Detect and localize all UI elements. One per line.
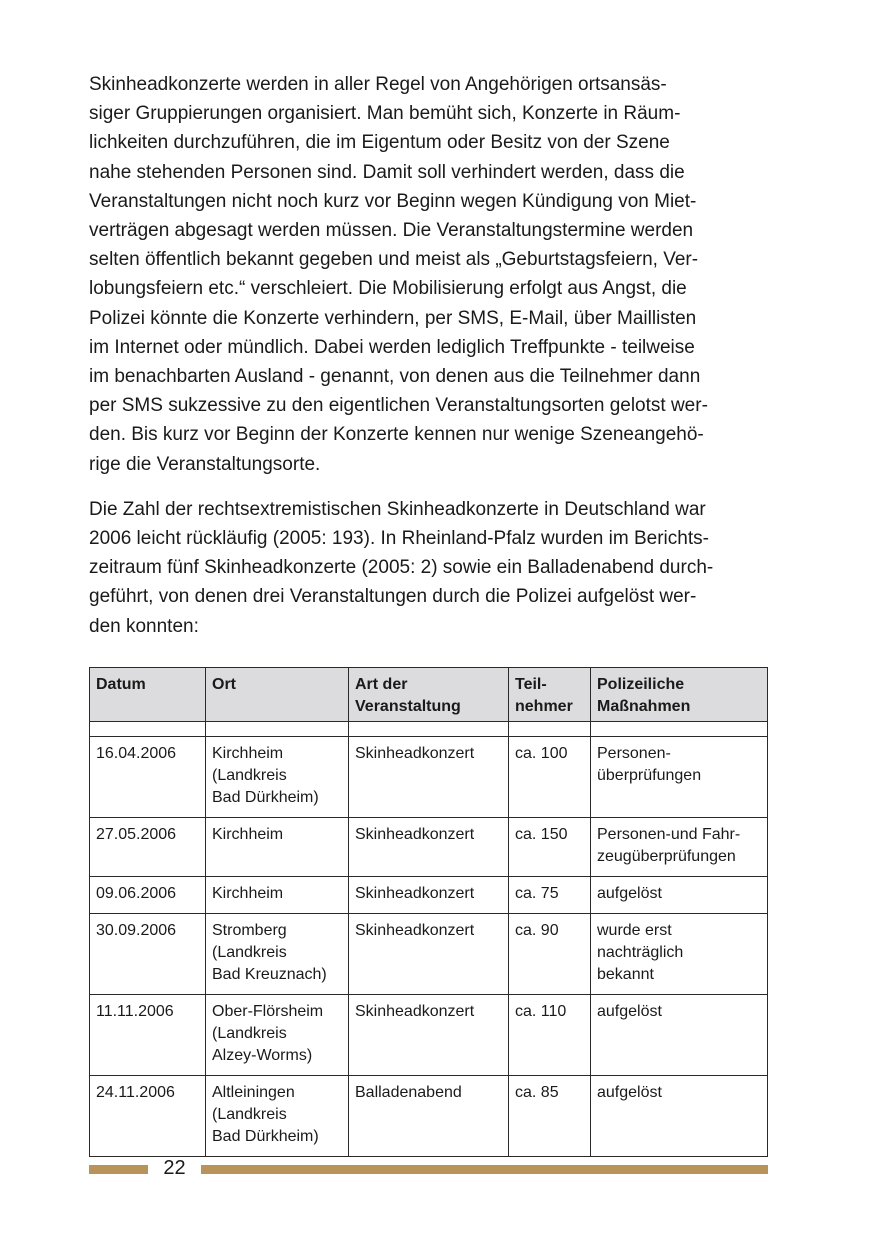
cell-datum: 24.11.2006 — [90, 1076, 206, 1157]
table-row — [90, 877, 768, 914]
cell-ort: Altleiningen (Landkreis Bad Dürkheim) — [206, 1076, 349, 1157]
spacer-cell — [349, 722, 509, 737]
cell-teilnehmer: ca. 75 — [509, 877, 591, 914]
header-ort: Ort — [206, 668, 349, 722]
cell-datum: 30.09.2006 — [90, 914, 206, 995]
header-teilnehmer: Teil- nehmer — [509, 668, 591, 722]
table-row — [90, 818, 768, 877]
cell-teilnehmer: ca. 85 — [509, 1076, 591, 1157]
events-table — [89, 667, 768, 1157]
cell-art: Skinheadkonzert — [349, 914, 509, 995]
table-spacer-row — [90, 722, 768, 737]
table-row — [90, 1076, 768, 1157]
table-row — [90, 995, 768, 1076]
spacer-cell — [90, 722, 206, 737]
cell-ort: Kirchheim — [206, 877, 349, 914]
paragraph-statistics: Die Zahl der rechtsextremistischen Skinheadkonzerte in Deutschland war 2006 leicht rückläufig (2005: 193). In Rheinland-Pfalz wurden im Berichts- zeitraum fünf Skinheadkonzerte (2005: 2) sowie ein Balladenabend durch- geführt, von denen drei Veranstaltungen durch die Polizei aufgelöst wer- den konnten: — [89, 498, 714, 637]
cell-art: Skinheadkonzert — [349, 995, 509, 1076]
cell-massnahmen: Personen-und Fahr- zeugüberprüfungen — [591, 818, 768, 877]
cell-teilnehmer: ca. 90 — [509, 914, 591, 995]
cell-teilnehmer: ca. 110 — [509, 995, 591, 1076]
main-content — [89, 70, 768, 641]
cell-massnahmen: aufgelöst — [591, 1076, 768, 1157]
spacer-cell — [509, 722, 591, 737]
cell-datum: 09.06.2006 — [90, 877, 206, 914]
cell-ort: Stromberg (Landkreis Bad Kreuznach) — [206, 914, 349, 995]
cell-massnahmen: aufgelöst — [591, 877, 768, 914]
paragraph-intro: Skinheadkonzerte werden in aller Regel von Angehörigen ortsansäs- siger Gruppierungen organisiert. Man bemüht sich, Konzerte in Räum- lichkeiten durchzuführen, die im Eigentum oder Besitz von der Szene nahe stehenden Personen sind. Damit soll verhindert werden, dass die Veranstaltungen nicht noch kurz vor Beginn wegen Kündigung von Miet- verträgen abgesagt werden müssen. Die Veranstaltungstermine werden selten öffentlich bekannt gegeben und meist als „Geburtstagsfeiern, Ver- lobungsfeiern etc.“ verschleiert. Die Mobilisierung erfolgt aus Angst, die Polizei könnte die Konzerte verhindern, per SMS, E-Mail, über Maillisten im Internet oder mündlich. Dabei werden lediglich Treffpunkte - teilweise im benachbarten Ausland - genannt, von denen aus die Teilnehmer dann per SMS sukzessive zu den eigentlichen Veranstaltungsorten gelotst wer- den. Bis kurz vor Beginn der Konzerte kennen nur wenige Szeneangehö- rige die Veranstaltungsorte. — [89, 74, 708, 475]
cell-art: Skinheadkonzert — [349, 877, 509, 914]
spacer-cell — [591, 722, 768, 737]
cell-datum: 27.05.2006 — [90, 818, 206, 877]
cell-massnahmen: wurde erst nachträglich bekannt — [591, 914, 768, 995]
cell-datum: 11.11.2006 — [90, 995, 206, 1076]
page-number: 22 — [163, 1157, 186, 1179]
cell-teilnehmer: ca. 150 — [509, 818, 591, 877]
footer-accent-bar-right — [201, 1165, 768, 1174]
cell-ort: Ober-Flörsheim (Landkreis Alzey-Worms) — [206, 995, 349, 1076]
header-massnahmen: Polizeiliche Maßnahmen — [591, 668, 768, 722]
cell-massnahmen: aufgelöst — [591, 995, 768, 1076]
page-footer — [0, 1156, 875, 1180]
cell-art: Skinheadkonzert — [349, 818, 509, 877]
table-row — [90, 914, 768, 995]
header-datum: Datum — [90, 668, 206, 722]
footer-accent-bar-left — [89, 1165, 148, 1174]
table-row — [90, 737, 768, 818]
cell-datum: 16.04.2006 — [90, 737, 206, 818]
cell-teilnehmer: ca. 100 — [509, 737, 591, 818]
header-art: Art der Veranstaltung — [349, 668, 509, 722]
cell-art: Balladenabend — [349, 1076, 509, 1157]
cell-ort: Kirchheim (Landkreis Bad Dürkheim) — [206, 737, 349, 818]
cell-massnahmen: Personen- überprüfungen — [591, 737, 768, 818]
cell-art: Skinheadkonzert — [349, 737, 509, 818]
table-header-row — [90, 668, 768, 722]
spacer-cell — [206, 722, 349, 737]
cell-ort: Kirchheim — [206, 818, 349, 877]
